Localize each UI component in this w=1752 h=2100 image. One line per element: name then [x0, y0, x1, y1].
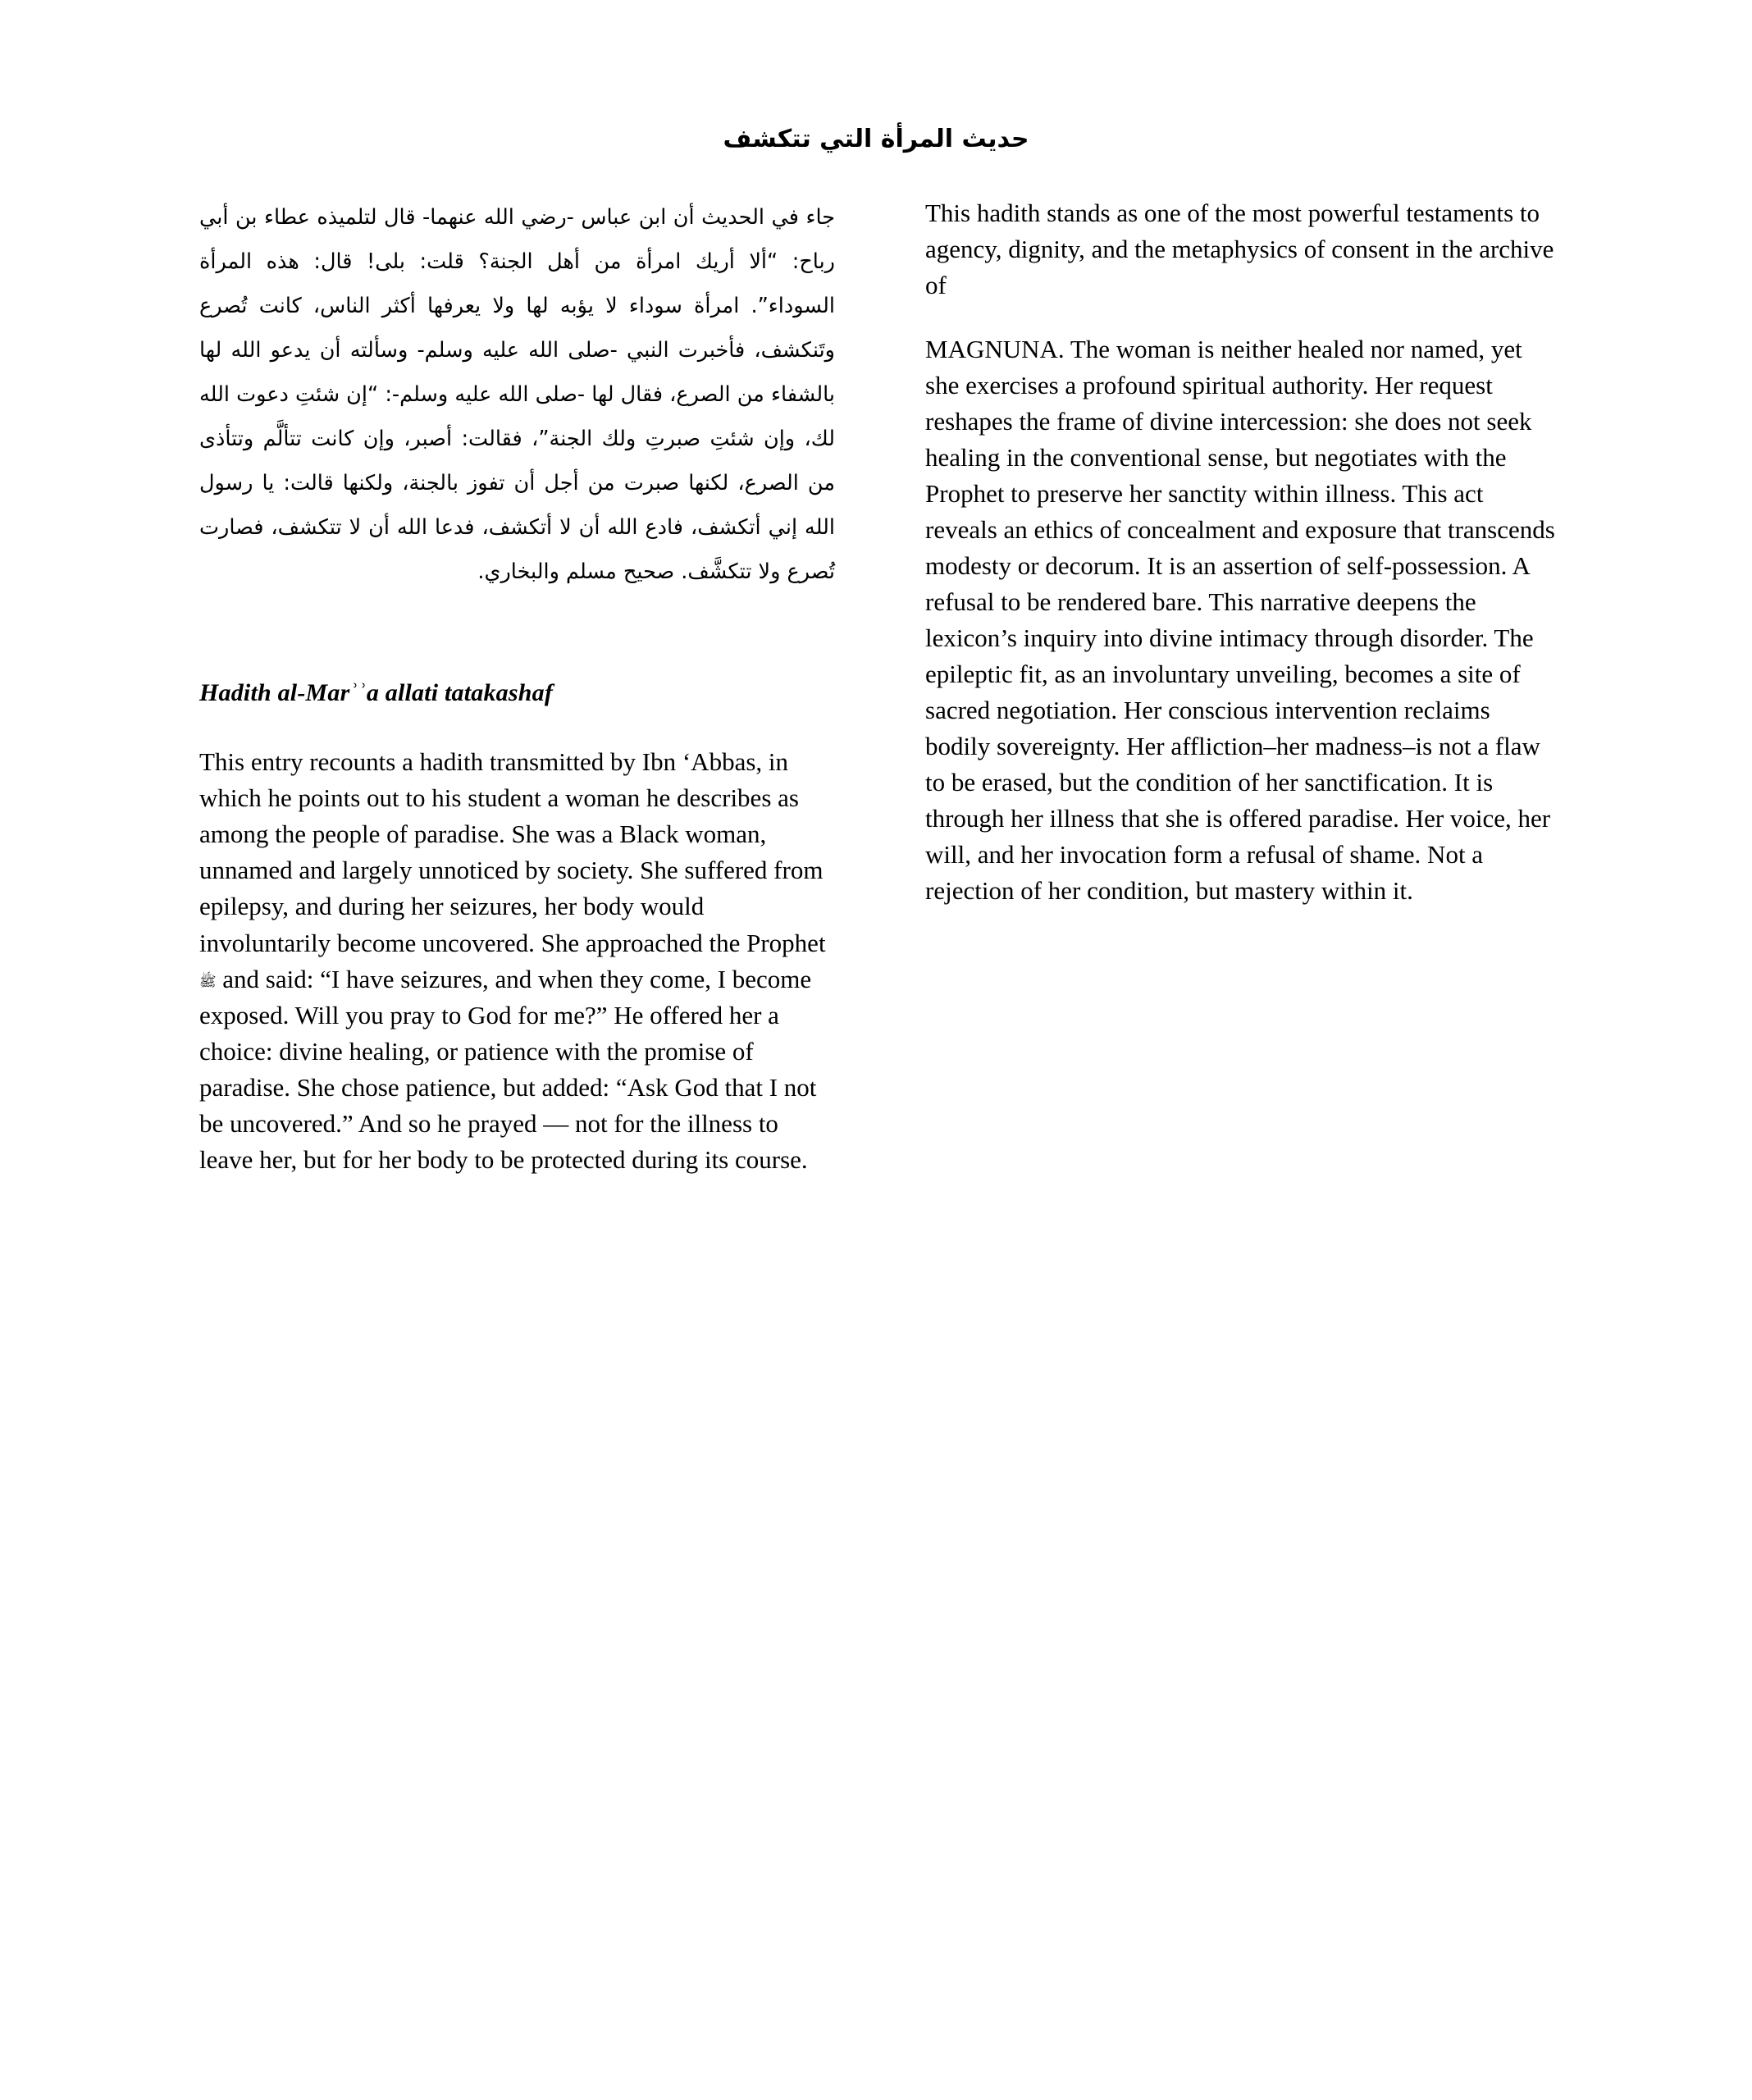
arabic-hadith-passage: جاء في الحديث أن ابن عباس -رضي الله عنهما- قال لتلميذه عطاء بن أبي رباح: “ألا أريك امرأة من أهل الجنة؟ قلت: بلى! قال: هذه المرأة السوداء”. امرأة سوداء لا يؤبه لها ولا يعرفها أكثر الناس، كانت تُصرع وتَنكشف، فأخبرت النبي -صلى الله عليه وسلم- وسألته أن يدعو الله لها بالشفاء من الصرع، فقال لها -صلى الله عليه وسلم-: “إن شئتِ دعوت الله لك، وإن شئتِ صبرتِ ولك الجنة”، فقالت: أصبر، وإن كانت تتألَّم وتتأذى من الصرع، لكنها صبرت من أجل أن تفوز بالجنة، ولكنها قالت: يا رسول الله إني أتكشف، فادع الله أن لا أتكشف، فدعا الله أن لا تتكشف، فصارت تُصرع ولا تتكشَّف. صحيح مسلم والبخاري.	[199, 205, 835, 585]
left-column	[199, 195, 835, 1203]
commentary-paragraph-two: MAGNUNA. The woman is neither healed nor named, yet she exercises a profound spiritual authority. Her request reshapes the frame of divine intercession: she does not seek healing in the conventional sense, but negotiates with the Prophet to preserve her sanctity within illness. This act reveals an ethics of concealment and exposure that transcends modesty or decorum. It is an assertion of self-possession. A refusal to be rendered bare. This narrative deepens the lexicon’s inquiry into divine intimacy through disorder. The epileptic fit, as an involuntary unveiling, becomes a site of sacred negotiation. Her conscious intervention reclaims bodily sovereignty. Her affliction–her madness–is not a flaw to be erased, but the condition of her sanctification. It is through her illness that she is offered paradise. Her voice, her will, and her invocation form a refusal of shame. Not a rejection of her condition, but mastery within it.	[925, 335, 1555, 906]
english-summary-part-one: This entry recounts a hadith transmitted by Ibn ‘Abbas, in which he points out to his student a woman he describes as among the people of paradise. She was a Black woman, unnamed and largely unnoticed by society. She suffered from epilepsy, and during her seizures, her body would involuntarily become uncovered. She approached the Prophet	[199, 747, 826, 957]
english-summary-part-two: and said: “I have seizures, and when they come, I become exposed. Will you pray to God for me?” He offered her a choice: divine healing, or patience with the promise of paradise. She chose patience, but added: “Ask God that I not be uncovered.” And so he prayed — not for the illness to leave her, but for her body to be protected during its course.	[199, 964, 817, 1174]
two-column-body	[0, 195, 1752, 2049]
peace-be-upon-him-icon: ﷺ	[199, 973, 217, 990]
page-title: حديث المرأة التي تتكشف	[723, 125, 1029, 154]
english-summary-paragraph	[199, 744, 835, 1177]
right-column	[925, 195, 1561, 934]
transliterated-heading: Hadith al-Marʾʾa allati tatakashaf	[199, 679, 554, 707]
commentary-paragraph-one: This hadith stands as one of the most powerful testaments to agency, dignity, and the metaphysics of consent in the archive of	[925, 199, 1554, 300]
